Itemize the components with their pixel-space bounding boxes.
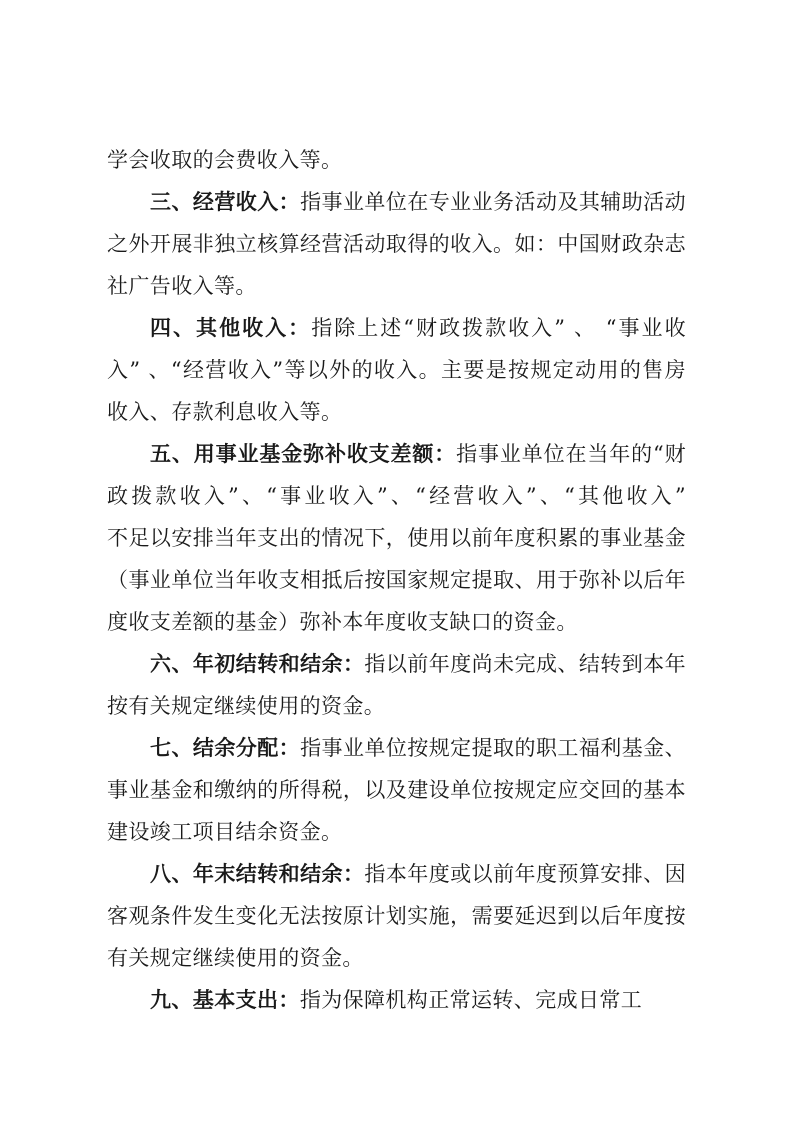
text-line	[107, 223, 686, 265]
text-line	[107, 601, 686, 643]
body-text: 指事业单位在当年的“财	[456, 442, 686, 466]
body-text: 指事业单位在专业业务活动及其辅助活动	[300, 190, 686, 214]
text-line	[107, 559, 686, 601]
text-line	[107, 811, 686, 853]
section-heading: 七、结余分配：	[150, 736, 301, 760]
text-line	[107, 391, 686, 433]
section-first-line	[150, 307, 686, 349]
section-first-line	[150, 979, 686, 1021]
text-line	[107, 349, 686, 391]
section-heading: 五、用事业基金弥补收支差额：	[150, 442, 457, 466]
text-line	[107, 517, 686, 559]
section-first-line	[150, 433, 686, 475]
body-text: 指为保障机构正常运转、完成日常工	[299, 988, 643, 1012]
body-text: 不足以安排当年支出的情况下，使用以前年度积累的事业基金	[107, 526, 686, 550]
body-text: 入” 、“经营收入”等以外的收入。主要是按规定动用的售房	[107, 358, 686, 382]
text-line	[107, 895, 686, 937]
body-text: 事业基金和缴纳的所得税，以及建设单位按规定应交回的基本	[107, 778, 686, 802]
body-text: 客观条件发生变化无法按原计划实施，需要延迟到以后年度按	[107, 904, 686, 928]
text-line	[107, 475, 686, 517]
text-line	[107, 937, 686, 979]
section-first-line	[150, 643, 686, 685]
body-text: 指事业单位按规定提取的职工福利基金、	[300, 736, 686, 760]
section-heading: 九、基本支出：	[150, 988, 300, 1012]
text-line	[107, 265, 686, 307]
body-text: 政拨款收入”、“事业收入”、“经营收入”、“其他收入”	[107, 484, 686, 508]
body-text: 度收支差额的基金）弥补本年度收支缺口的资金。	[107, 610, 578, 634]
body-text: 指本年度或以前年度预算安排、因	[364, 862, 687, 886]
section-first-line	[150, 727, 686, 769]
body-text: 指以前年度尚未完成、结转到本年	[364, 652, 687, 676]
body-text: 收入、存款利息收入等。	[107, 400, 343, 424]
body-text: 建设竣工项目结余资金。	[107, 820, 343, 844]
body-text: 之外开展非独立核算经营活动取得的收入。如：中国财政杂志	[107, 232, 686, 256]
section-heading: 六、年初结转和结余：	[150, 652, 365, 676]
section-first-line	[150, 181, 686, 223]
body-text: 指除上述“财政拨款收入” 、 “事业收	[311, 316, 686, 340]
section-heading: 四、其他收入：	[150, 316, 312, 340]
body-text: 按有关规定继续使用的资金。	[107, 694, 386, 718]
section-first-line	[150, 853, 686, 895]
text-line	[107, 139, 686, 181]
text-line	[107, 685, 686, 727]
section-heading: 三、经营收入：	[150, 190, 301, 214]
text-line	[107, 769, 686, 811]
body-text: （事业单位当年收支相抵后按国家规定提取、用于弥补以后年	[107, 568, 686, 592]
body-text: 有关规定继续使用的资金。	[107, 946, 364, 970]
section-heading: 八、年末结转和结余：	[150, 862, 365, 886]
body-text: 社广告收入等。	[107, 274, 257, 298]
body-text: 学会收取的会费收入等。	[107, 148, 343, 172]
